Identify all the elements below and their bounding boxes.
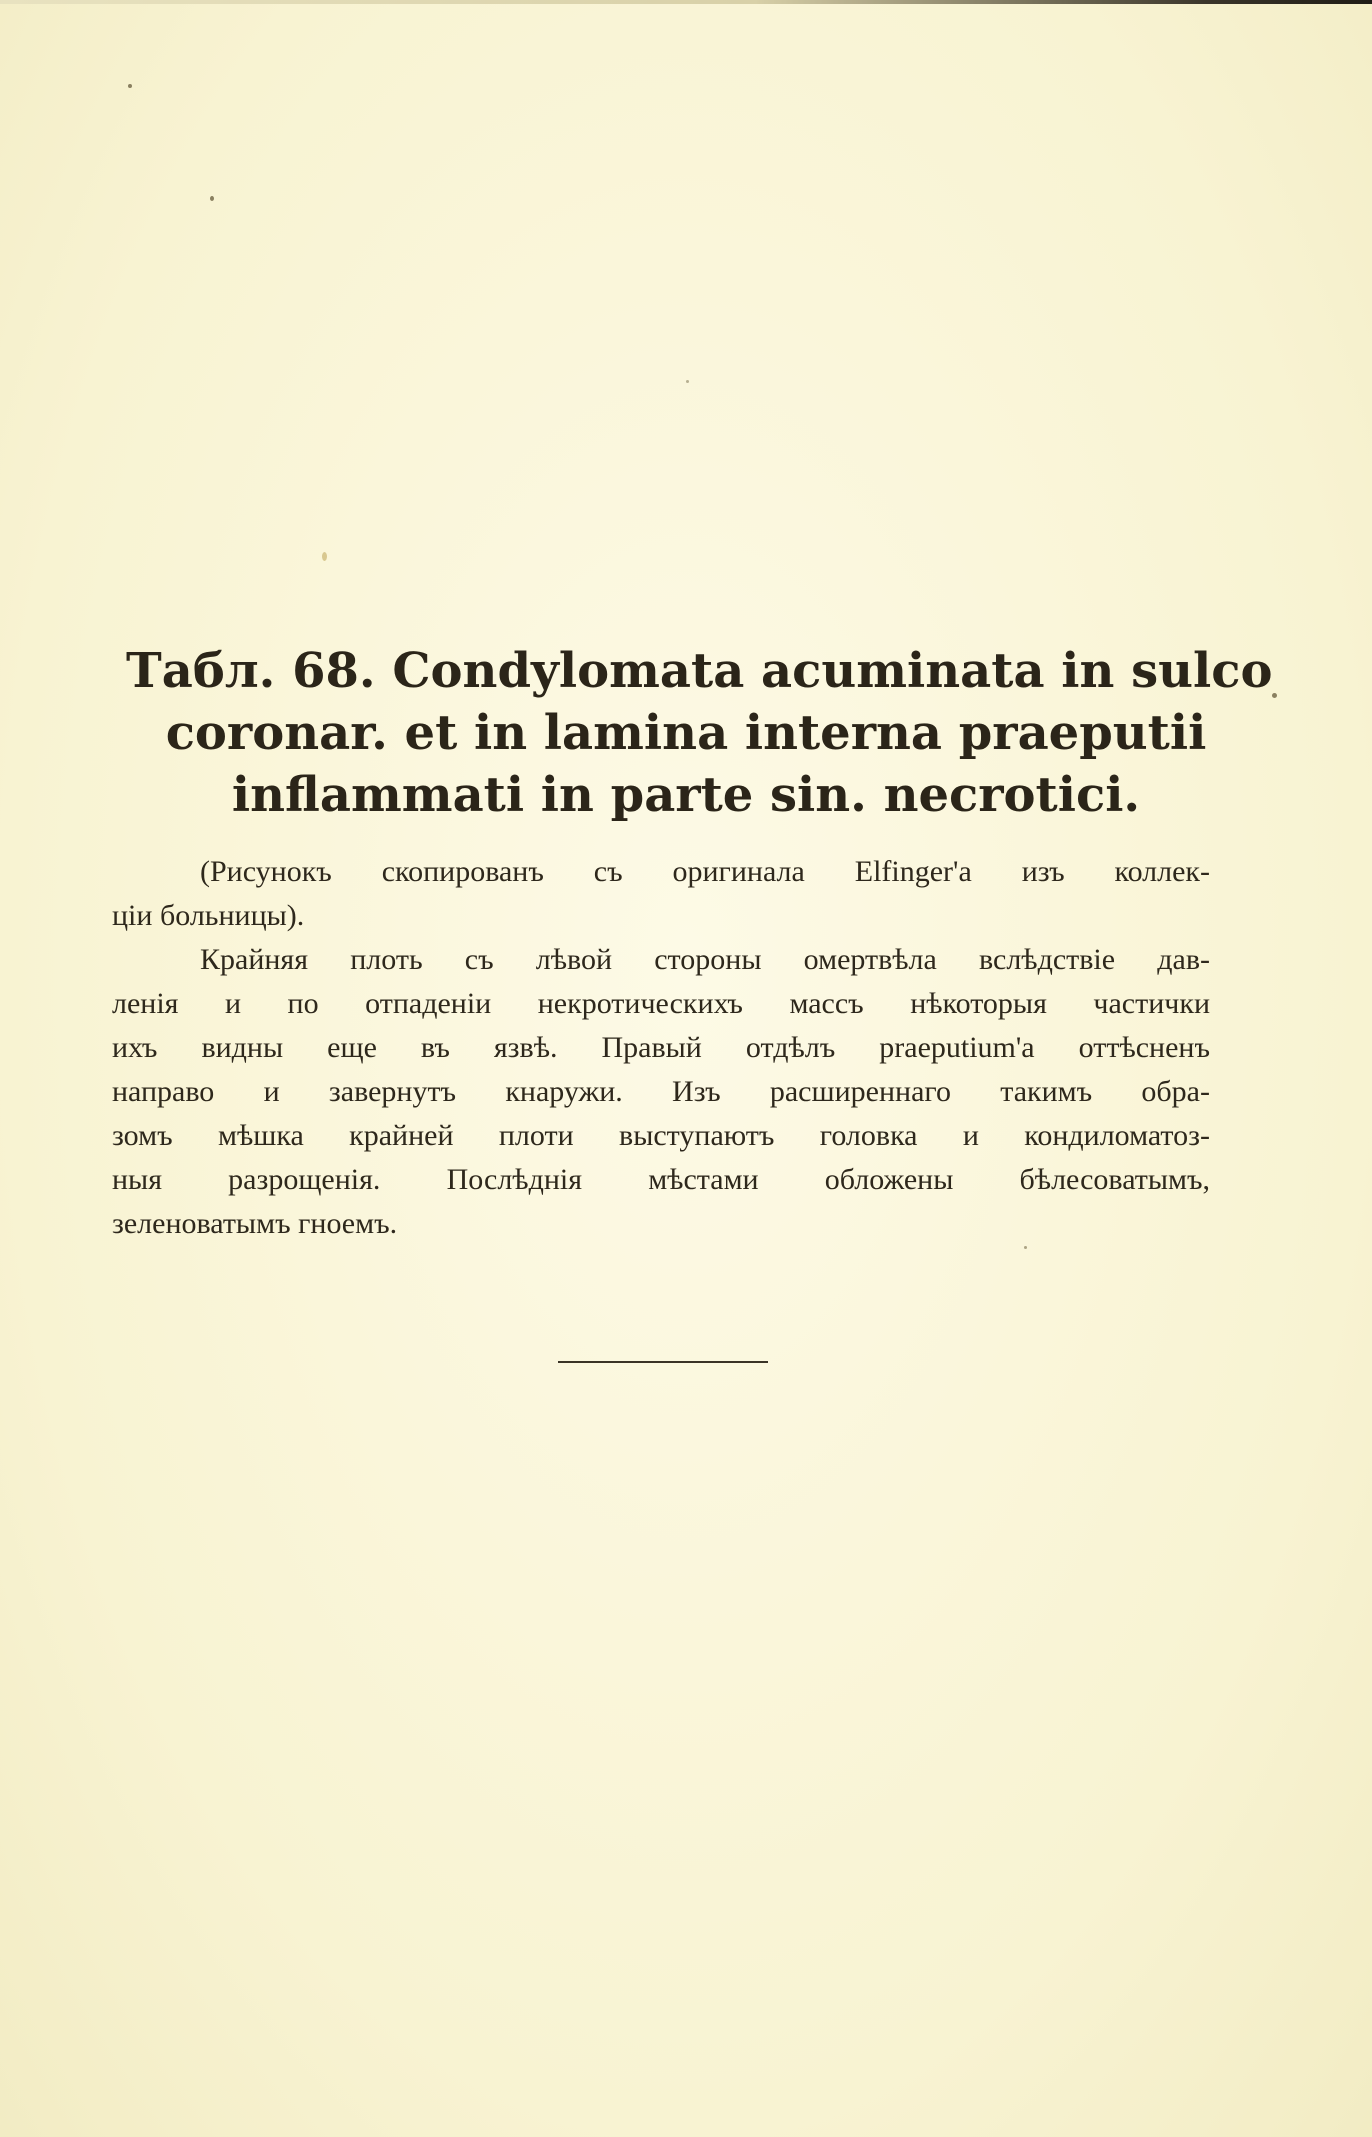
text-line: ціи больницы). <box>112 899 305 932</box>
text-line: ихъ видны еще въ язвѣ. Правый отдѣлъ praeputium'a оттѣсненъ <box>112 1031 1210 1064</box>
paper-speck <box>128 84 132 88</box>
text-line: ленія и по отпаденіи некротическихъ массъ нѣкоторыя частички <box>112 987 1210 1020</box>
paper-speck <box>1272 693 1277 698</box>
closing-rule <box>558 1361 768 1363</box>
text-line: зомъ мѣшка крайней плоти выступаютъ головка и кондиломатоз- <box>112 1119 1210 1152</box>
page-top-edge <box>0 0 1372 4</box>
paper-speck <box>322 552 327 561</box>
text-line: направо и завернутъ кнаружи. Изъ расширеннаго такимъ обра- <box>112 1075 1210 1108</box>
paper-speck <box>1024 1246 1027 1249</box>
heading-line: inflammati in parte sin. necrotici. <box>231 767 1141 823</box>
text-line: ныя разрощенія. Послѣднія мѣстами обложены бѣлесоватымъ, <box>112 1163 1210 1196</box>
text-line: Крайняя плоть съ лѣвой стороны омертвѣла вслѣдствіе дав- <box>200 943 1210 976</box>
paper-speck <box>210 196 214 201</box>
plate-description <box>112 850 1210 1246</box>
heading-line: Табл. 68. Condylomata acuminata in sulco <box>126 643 1273 699</box>
text-line: (Рисунокъ скопированъ съ оригинала Elfinger'a изъ коллек- <box>200 855 1210 888</box>
text-line: зеленоватымъ гноемъ. <box>112 1207 398 1240</box>
heading-line: coronar. et in lamina interna praeputii <box>165 705 1207 761</box>
plate-heading <box>126 640 1273 826</box>
paper-speck <box>686 380 689 383</box>
